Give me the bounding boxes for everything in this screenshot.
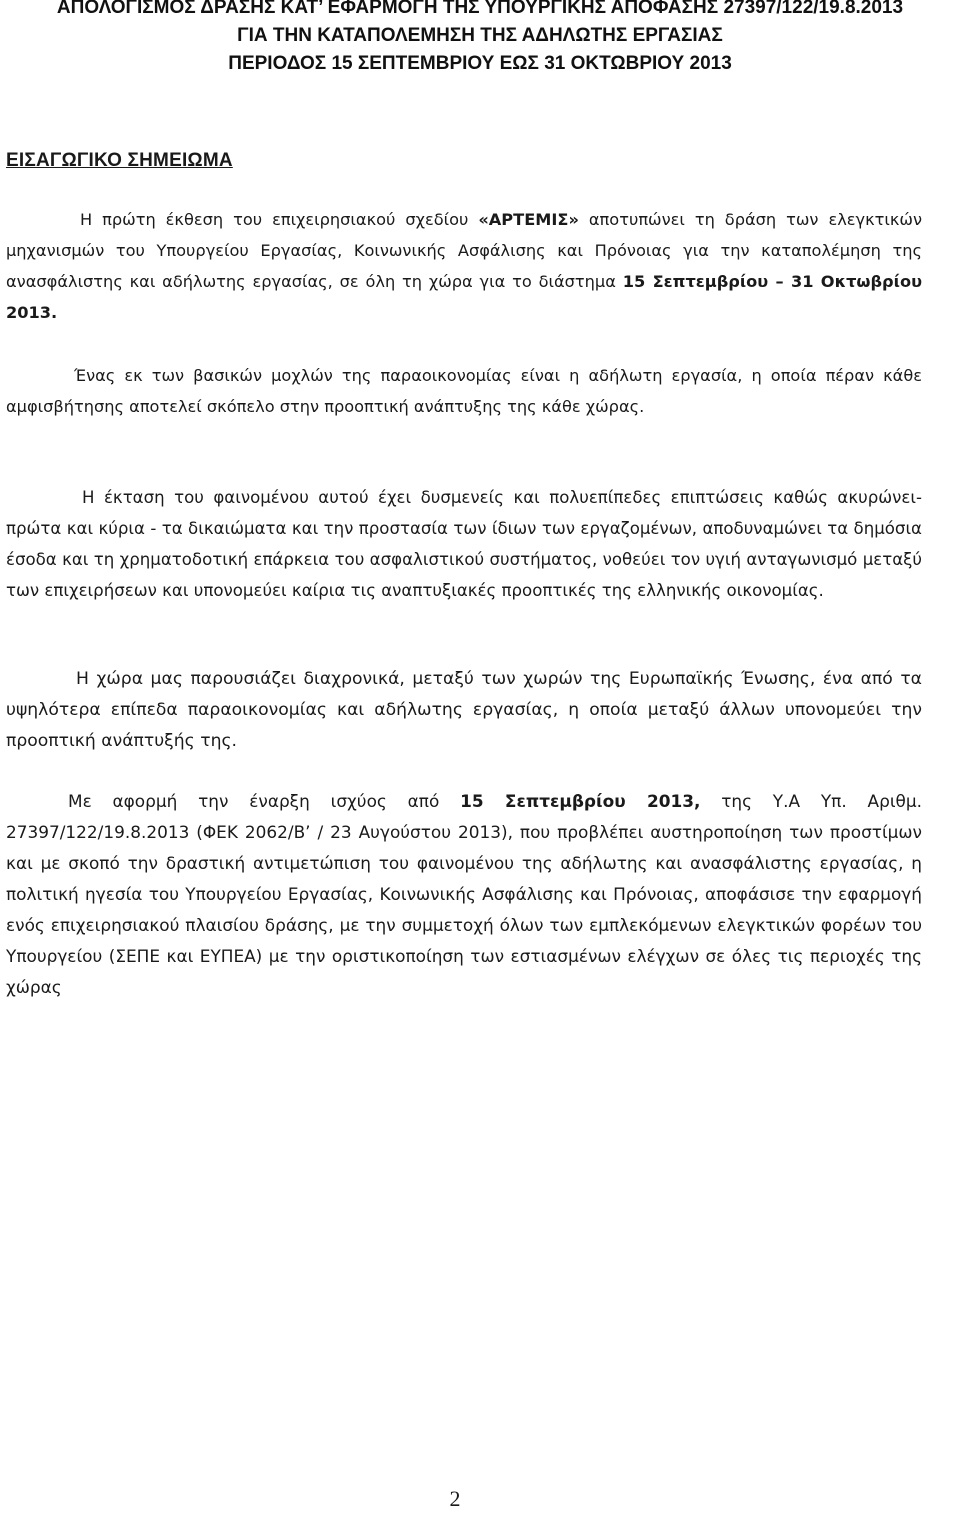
paragraph-text: Ένας εκ των βασικών μοχλών της παραοικονομίας είναι η αδήλωτη εργασία, η οποία πέραν κάθε αμφισβήτησης αποτελεί σκόπελο στην προοπτική ανάπτυξης της κάθε χώρας. <box>6 366 922 416</box>
paragraph-country-status <box>6 664 922 757</box>
paragraph-text: της Υ.Α Υπ. Αριθμ. 27397/122/19.8.2013 (ΦΕΚ 2062/Β’ / 23 Αυγούστου 2013), που προβλέπει αυστηροποίηση των προστίμων και με σκοπό την δραστική αντιμετώπιση του φαινομένου της αδήλωτης και ανασφάλιστης εργασίας, η πολιτική ηγεσία του Υπουργείου Εργασίας, Κοινωνικής Ασφάλισης και Πρόνοιας, αποφάσισε την εφαρμογή ενός επιχειρησιακού πλαισίου δράσης, με την συμμετοχή όλων των εμπλεκόμενων ελεγκτικών φορέων του Υπουργείου (ΣΕΠΕ και ΕΥΠΕΑ) με την οριστικοποίηση των εστιασμένων ελέγχων σε όλες τις περιοχές της χώρας <box>6 791 922 997</box>
header-line-2: ΓΙΑ ΤΗΝ ΚΑΤΑΠΟΛΕΜΗΣΗ ΤΗΣ ΑΔΗΛΩΤΗΣ ΕΡΓΑΣΙΑΣ <box>237 25 723 46</box>
page-number: 2 <box>449 1486 461 1511</box>
document-header <box>0 0 960 78</box>
paragraph-impact <box>6 482 922 606</box>
period-dates: 15 Σεπτεμβρίου – 31 Οκτωβρίου 2013. <box>6 272 923 322</box>
paragraph-text: Η πρώτη έκθεση του επιχειρησιακού σχεδίου <box>80 210 479 229</box>
plan-name: «ΑΡΤΕΜΙΣ» <box>478 210 579 229</box>
paragraph-intro <box>6 204 922 328</box>
header-line-1: ΑΠΟΛΟΓΙΣΜΟΣ ΔΡΑΣΗΣ ΚΑΤ’ ΕΦΑΡΜΟΓΗ ΤΗΣ ΥΠΟΥΡΓΙΚΗΣ ΑΠΟΦΑΣΗΣ 27397/122/19.8.2013 <box>56 0 904 18</box>
paragraph-undeclared-work <box>6 360 922 422</box>
paragraph-text: Η χώρα μας παρουσιάζει διαχρονικά, μεταξύ των χωρών της Ευρωπαϊκής Ένωσης, ένα από τα υψηλότερα επίπεδα παραοικονομίας και αδήλωτης εργασίας, η οποία μεταξύ άλλων υπονομεύει την προοπτική ανάπτυξής της. <box>6 669 922 751</box>
section-title: ΕΙΣΑΓΩΓΙΚΟ ΣΗΜΕΙΩΜΑ <box>6 150 233 171</box>
paragraph-text: Η έκταση του φαινομένου αυτού έχει δυσμενείς και πολυεπίπεδες επιπτώσεις καθώς ακυρώνει- πρώτα και κύρια - τα δικαιώματα και την προστασία των ίδιων των εργαζομένων, αποδυναμώνει τα δημόσια έσοδα και τη χρηματοδοτική επάρκεια του ασφαλιστικού συστήματος, νοθεύει τον υγιή ανταγωνισμό μεταξύ των επιχειρήσεων και υπονομεύει καίρια τις αναπτυξιακές προοπτικές της ελληνικής οικονομίας. <box>6 488 922 600</box>
paragraph-action-plan <box>6 786 922 1003</box>
header-line-3: ΠΕΡΙΟΔΟΣ 15 ΣΕΠΤΕΜΒΡΙΟΥ ΕΩΣ 31 ΟΚΤΩΒΡΙΟΥ 2013 <box>228 53 732 74</box>
paragraph-text: Με αφορμή την έναρξη ισχύος από <box>68 791 461 811</box>
effective-date: 15 Σεπτεμβρίου 2013, <box>460 791 701 811</box>
paragraph-text: αποτυπώνει τη δράση των ελεγκτικών μηχανισμών του Υπουργείου Εργασίας, Κοινωνικής Ασφάλισης και Πρόνοιας για την καταπολέμηση της ανασφάλιστης και αδήλωτης εργασίας, σε όλη τη χώρα για το διάστημα <box>6 210 922 291</box>
